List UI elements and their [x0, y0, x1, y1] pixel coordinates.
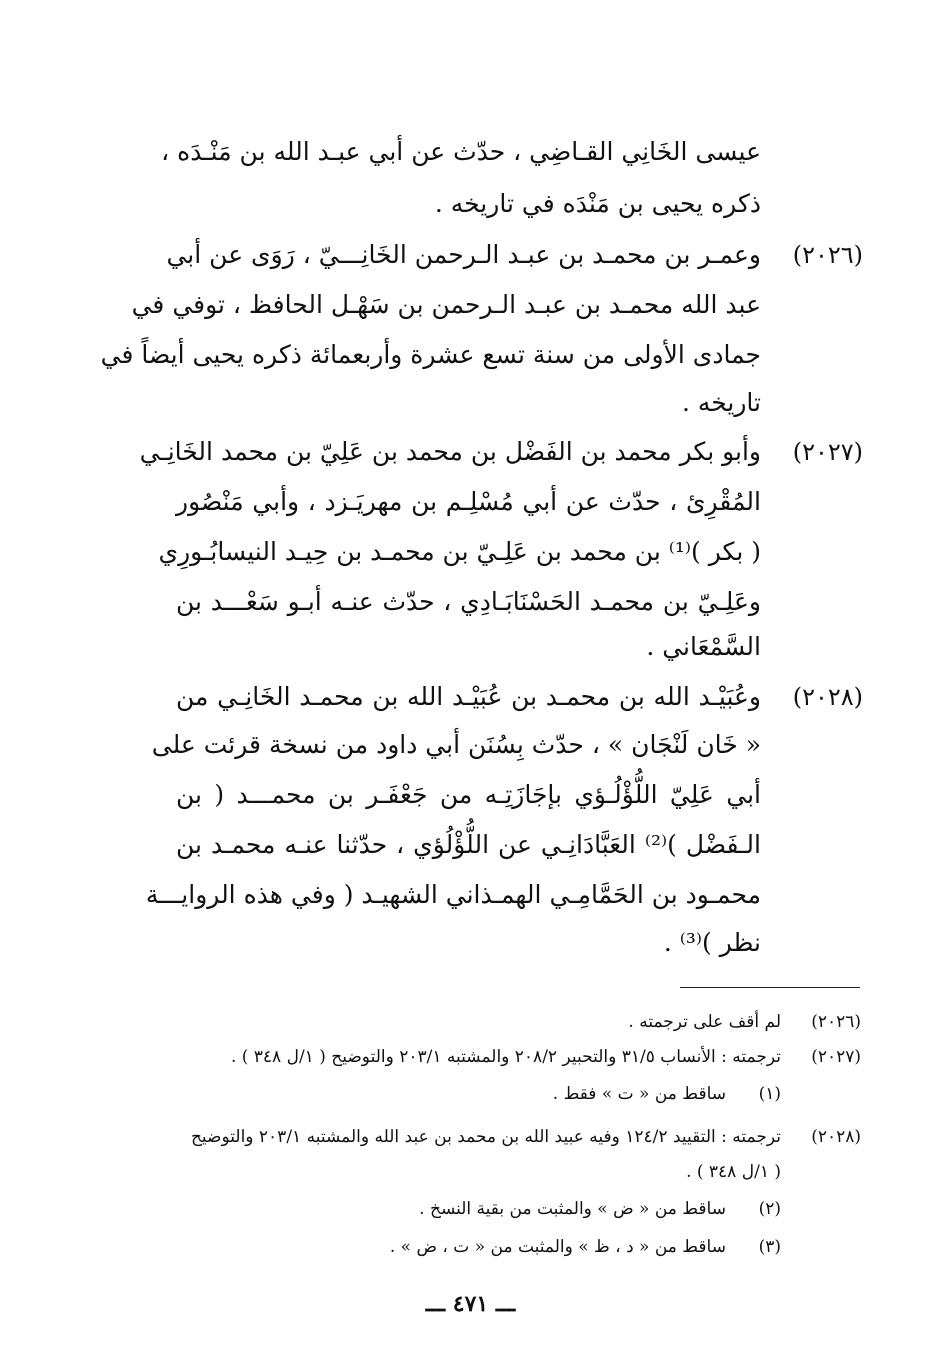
footnote-separator [680, 987, 860, 988]
entry-number: (٢٠٢٦) [792, 241, 863, 269]
footnote-number: (٢٠٢٦) [811, 1012, 861, 1032]
text-line: جمادى الأولى من سنة تسع عشرة وأربعمائة ذكره يحيى أيضاً في [100, 340, 761, 369]
text-line: ( بكر )⁽¹⁾ بن محمد بن عَلِـيّ بن محمـد بن حِيـد النيسابُـورِي [158, 537, 761, 566]
text-line: عبد الله محمـد بن عبـد الـرحمن بن سَهْـل الحافظ ، توفي في [131, 290, 761, 319]
text-line: نظر )⁽³⁾ . [663, 928, 761, 957]
entry-number: (٢٠٢٨) [792, 683, 863, 711]
text-line: وعَلِـيّ بن محمـد الحَسْنَابَـادِي ، حدّث عنـه أبـو سَعْـــد بن [176, 587, 761, 616]
footnote-text: ترجمته : الأنساب ٣١/٥ والتحبير ٢٠٨/٢ والمشتبه ٢٠٣/١ والتوضيح ( ١/ل ٣٤٨ ) . [230, 1047, 781, 1067]
footnote-number: (١) [758, 1084, 781, 1104]
footnote-text: ساقط من « ت » فقط . [552, 1084, 726, 1104]
text-line: تاريخه . [681, 388, 761, 417]
text-line: وعمـر بن محمـد بن عبـد الـرحمن الخَانِـــيّ ، رَوَى عن أبي [166, 240, 761, 269]
text-line: وعُبَيْـد الله بن محمـد بن عُبَيْـد الله بن محمـد الخَانِـي من [176, 682, 761, 711]
text-line: أبي عَلِيّ اللُّؤْلُـؤي بإجَازَتِـه من جَعْفَـر بن محمـــد ( بن [176, 780, 761, 809]
text-line: عيسى الخَانِي القـاضِي ، حدّث عن أبي عبـد الله بن مَنْـدَه ، [161, 137, 761, 166]
footnote-number: (٢٠٢٨) [811, 1127, 861, 1147]
footnote-text: ساقط من « ض » والمثبت من بقية النسخ . [419, 1199, 726, 1219]
footnote-number: (٢) [758, 1199, 781, 1219]
text-line: محمـود بن الحَمَّامِـي الهمـذاني الشهيـد ( وفي هذه الروايـــة [145, 880, 761, 909]
footnote-text: ( ١/ل ٣٤٨ ) . [686, 1162, 781, 1182]
page-number: ـــ ٤٧١ ـــ [425, 1291, 516, 1317]
footnote-number: (٣) [758, 1237, 781, 1257]
text-line: « خَان لَنْجَان » ، حدّث بِسُنَن أبي داود من نسخة قرئت على [151, 730, 761, 759]
text-line: ذكره يحيى بن مَنْدَه في تاريخه . [434, 189, 761, 218]
entry-number: (٢٠٢٧) [792, 438, 863, 466]
text-line: الـفَضْل )⁽²⁾ العَبَّادَانِـي عن اللُّؤْلُؤي ، حدّثنا عنـه محمـد بن [176, 830, 761, 859]
text-line: وأبو بكر محمد بن الفَضْل بن محمد بن عَلِيّ بن محمد الخَانِـي [139, 437, 761, 466]
footnote-text: ترجمته : التقييد ١٢٤/٢ وفيه عبيد الله بن محمد بن عبد الله والمشتبه ٢٠٣/١ والتوضيح [190, 1127, 781, 1147]
text-line: السَّمْعَاني . [646, 632, 761, 661]
footnote-text: ساقط من « د ، ظ » والمثبت من « ت ، ض » . [389, 1237, 726, 1257]
text-line: المُقْرِئ ، حدّث عن أبي مُسْلِـم بن مهريَـزد ، وأبي مَنْصُور [176, 487, 761, 516]
footnote-text: لم أقف على ترجمته . [628, 1012, 781, 1032]
footnote-number: (٢٠٢٧) [811, 1047, 861, 1067]
